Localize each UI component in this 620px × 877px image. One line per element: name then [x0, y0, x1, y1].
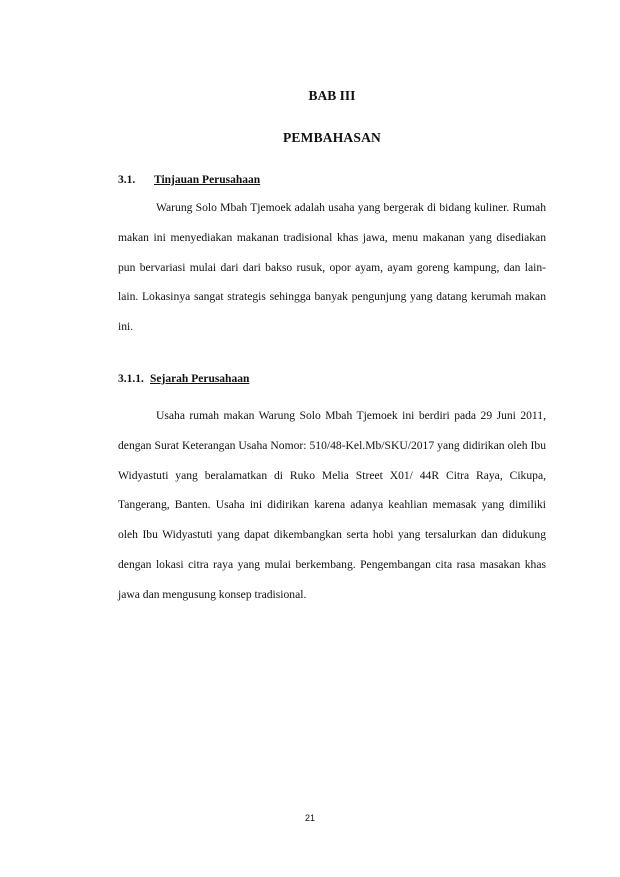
chapter-number: BAB III	[308, 88, 356, 103]
chapter-title: PEMBAHASAN	[282, 130, 381, 145]
section-number: 3.1.	[118, 174, 136, 186]
section-heading-3-1-1	[118, 373, 249, 385]
subsection-title: Sejarah Perusahaan	[150, 373, 250, 385]
section-paragraph-sejarah: Usaha rumah makan Warung Solo Mbah Tjemoek ini berdiri pada 29 Juni 2011, dengan Surat Keterangan Usaha Nomor: 510/48-Kel.Mb/SKU/2017 yang didirikan oleh Ibu Widyastuti yang beralamatkan di Ruko Melia Street X01/ 44R Citra Raya, Cikupa, Tangerang, Banten. Usaha ini didirikan karena adanya keahlian memasak yang dimiliki oleh Ibu Widyastuti yang dapat dikembangkan serta hobi yang tersalurkan dan didukung dengan lokasi citra raya yang mulai berkembang. Pengembangan cita rasa masakan khas jawa dan mengusung konsep tradisional.	[118, 409, 546, 601]
section-paragraph-tinjauan: Warung Solo Mbah Tjemoek adalah usaha yang bergerak di bidang kuliner. Rumah makan ini menyediakan makanan tradisional khas jawa, menu makanan yang disediakan pun bervariasi mulai dari dari bakso rusuk, opor ayam, ayam goreng kampung, dan lain-lain. Lokasinya sangat strategis sehingga banyak pengunjung yang datang kerumah makan ini.	[118, 201, 546, 334]
subsection-number: 3.1.1.	[118, 373, 144, 385]
section-heading-3-1	[118, 174, 260, 186]
page-number: 21	[304, 813, 315, 823]
section-title: Tinjauan Perusahaan	[154, 174, 261, 186]
